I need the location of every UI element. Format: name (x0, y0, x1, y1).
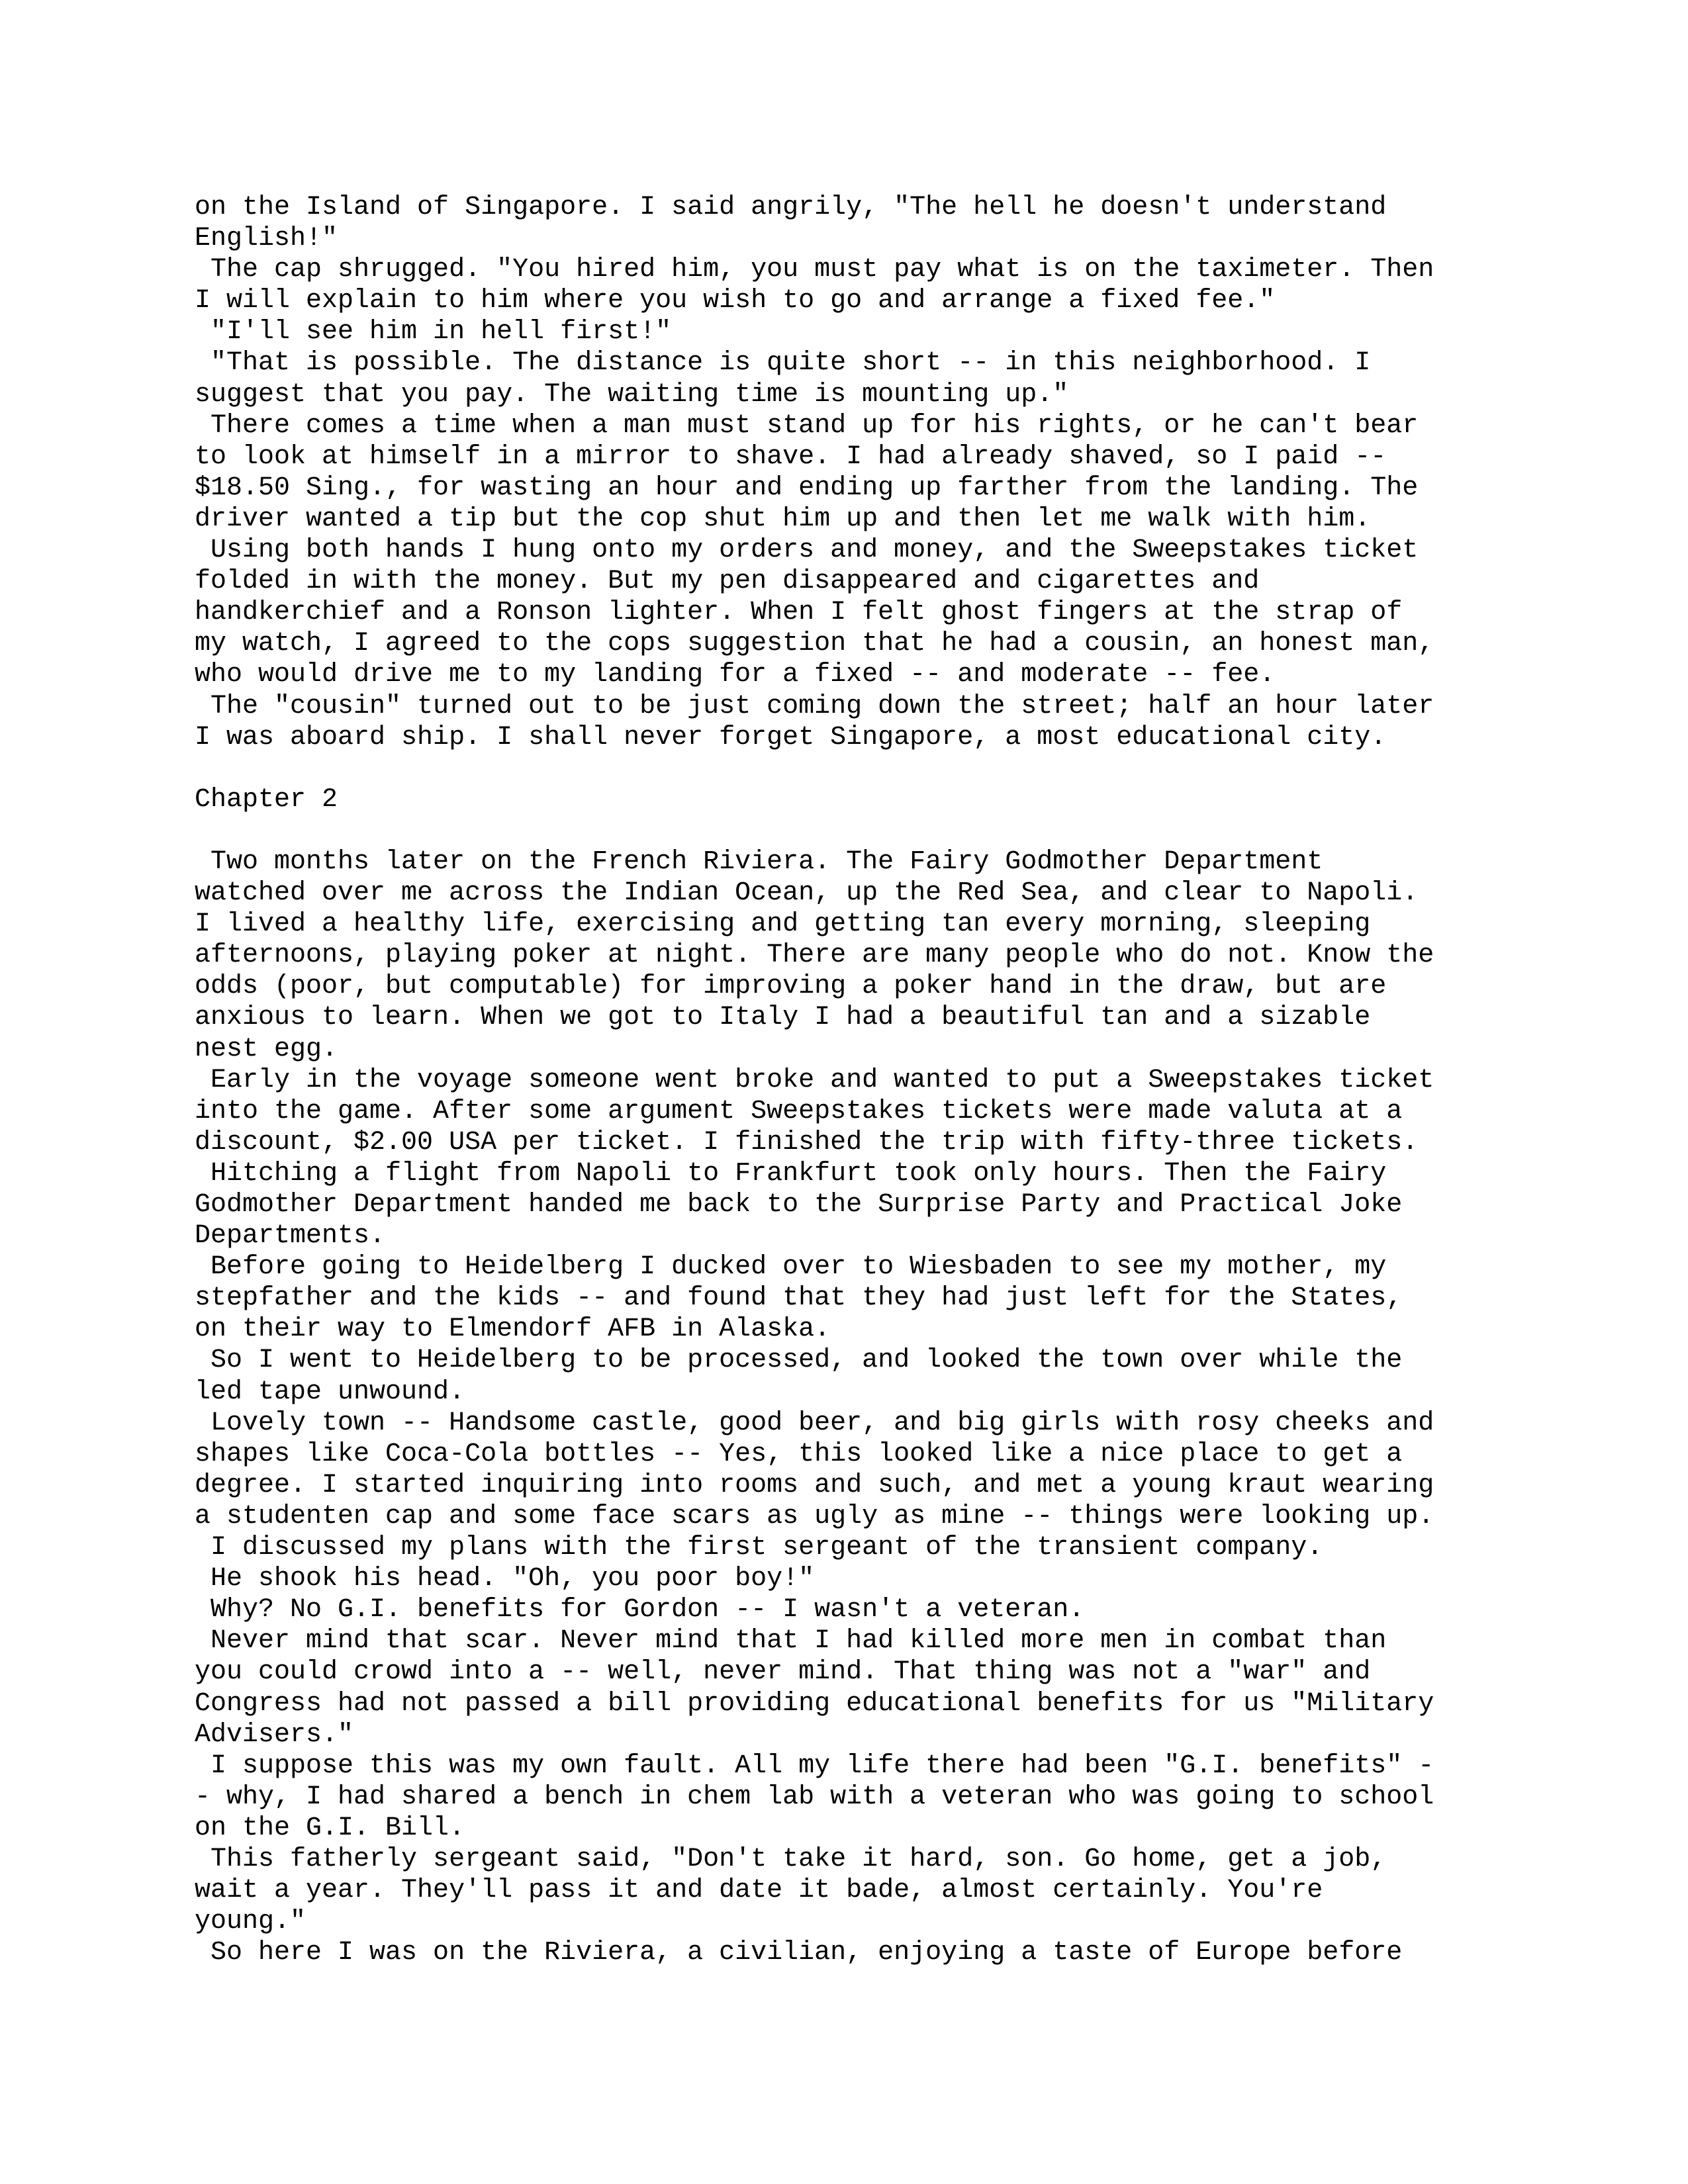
text-line: Two months later on the French Riviera. The Fairy Godmother Department (195, 846, 1323, 877)
text-line: on the G.I. Bill. (195, 1813, 465, 1843)
text-line: $18.50 Sing., for wasting an hour and ending up farther from the landing. The (195, 473, 1419, 503)
body-text (195, 192, 1519, 1968)
text-line: I will explain to him where you wish to go and arrange a fixed fee." (195, 286, 1276, 316)
text-line: Advisers." (195, 1719, 354, 1750)
text-line: stepfather and the kids -- and found that they had just left for the States, (195, 1283, 1403, 1314)
text-line: Departments. (195, 1221, 386, 1251)
text-line: handkerchief and a Ronson lighter. When I felt ghost fingers at the strap of (195, 598, 1403, 628)
text-line: There comes a time when a man must stand up for his rights, or he can't bear (195, 410, 1419, 441)
text-line: Early in the voyage someone went broke and wanted to put a Sweepstakes ticket (195, 1065, 1434, 1095)
text-line: wait a year. They'll pass it and date it bade, almost certainly. You're (195, 1876, 1323, 1906)
text-line: "I'll see him in hell first!" (195, 317, 672, 347)
text-line (195, 753, 1519, 784)
text-line: I discussed my plans with the first sergeant of the transient company. (195, 1533, 1323, 1563)
text-line: I suppose this was my own fault. All my life there had been "G.I. benefits" - (195, 1751, 1434, 1781)
text-line (195, 815, 1519, 846)
text-line: suggest that you pay. The waiting time is mounting up." (195, 379, 1069, 410)
text-line: Why? No G.I. benefits for Gordon -- I wasn't a veteran. (195, 1595, 1085, 1625)
text-line: watched over me across the Indian Ocean, up the Red Sea, and clear to Napoli. (195, 878, 1419, 909)
text-line: nest egg. (195, 1034, 338, 1064)
text-line: The "cousin" turned out to be just coming down the street; half an hour later (195, 691, 1434, 721)
text-line: "That is possible. The distance is quite short -- in this neighborhood. I (195, 348, 1371, 379)
text-line: young." (195, 1907, 306, 1937)
text-line: anxious to learn. When we got to Italy I had a beautiful tan and a sizable (195, 1003, 1371, 1033)
text-line: shapes like Coca-Cola bottles -- Yes, this looked like a nice place to get a (195, 1439, 1403, 1469)
text-line: led tape unwound. (195, 1377, 465, 1407)
text-line: who would drive me to my landing for a fixed -- and moderate -- fee. (195, 660, 1276, 690)
text-line: This fatherly sergeant said, "Don't take it hard, son. Go home, get a job, (195, 1844, 1387, 1874)
text-line: He shook his head. "Oh, you poor boy!" (195, 1564, 815, 1594)
text-line: degree. I started inquiring into rooms and such, and met a young kraut wearing (195, 1470, 1434, 1500)
text-line: I was aboard ship. I shall never forget Singapore, a most educational city. (195, 722, 1387, 752)
text-line: into the game. After some argument Sweepstakes tickets were made valuta at a (195, 1096, 1403, 1126)
text-line: folded in with the money. But my pen disappeared and cigarettes and (195, 567, 1260, 597)
text-line: Using both hands I hung onto my orders and money, and the Sweepstakes ticket (195, 535, 1419, 566)
text-line: Lovely town -- Handsome castle, good beer, and big girls with rosy cheeks and (195, 1408, 1434, 1438)
text-line: Congress had not passed a bill providing educational benefits for us "Military (195, 1688, 1434, 1719)
text-line: - why, I had shared a bench in chem lab with a veteran who was going to school (195, 1782, 1434, 1812)
text-line: Never mind that scar. Never mind that I had killed more men in combat than (195, 1626, 1387, 1657)
chapter-heading: Chapter 2 (195, 784, 338, 815)
text-line: to look at himself in a mirror to shave. I had already shaved, so I paid -- (195, 441, 1387, 472)
text-line: driver wanted a tip but the cop shut him up and then let me walk with him. (195, 504, 1371, 534)
text-line: I lived a healthy life, exercising and getting tan every morning, sleeping (195, 909, 1371, 940)
text-line: Before going to Heidelberg I ducked over to Wiesbaden to see my mother, my (195, 1252, 1387, 1283)
text-line: odds (poor, but computable) for improving a poker hand in the draw, but are (195, 972, 1387, 1002)
text-line: on their way to Elmendorf AFB in Alaska. (195, 1314, 831, 1345)
text-line: afternoons, playing poker at night. There are many people who do not. Know the (195, 940, 1434, 971)
text-line: a studenten cap and some face scars as ugly as mine -- things were looking up. (195, 1501, 1434, 1531)
text-line: So I went to Heidelberg to be processed, and looked the town over while the (195, 1345, 1403, 1376)
text-line: Hitching a flight from Napoli to Frankfurt took only hours. Then the Fairy (195, 1158, 1387, 1189)
text-line: So here I was on the Riviera, a civilian, enjoying a taste of Europe before (195, 1938, 1403, 1968)
text-line: Godmother Department handed me back to the Surprise Party and Practical Joke (195, 1190, 1403, 1220)
text-line: discount, $2.00 USA per ticket. I finished the trip with fifty-three tickets. (195, 1127, 1419, 1158)
text-line: on the Island of Singapore. I said angrily, "The hell he doesn't understand (195, 193, 1387, 222)
text-line: my watch, I agreed to the cops suggestion that he had a cousin, an honest man, (195, 629, 1434, 659)
text-line: The cap shrugged. "You hired him, you must pay what is on the taximeter. Then (195, 255, 1434, 285)
text-line: English!" (195, 224, 338, 254)
text-line: you could crowd into a -- well, never mind. That thing was not a "war" and (195, 1657, 1371, 1688)
